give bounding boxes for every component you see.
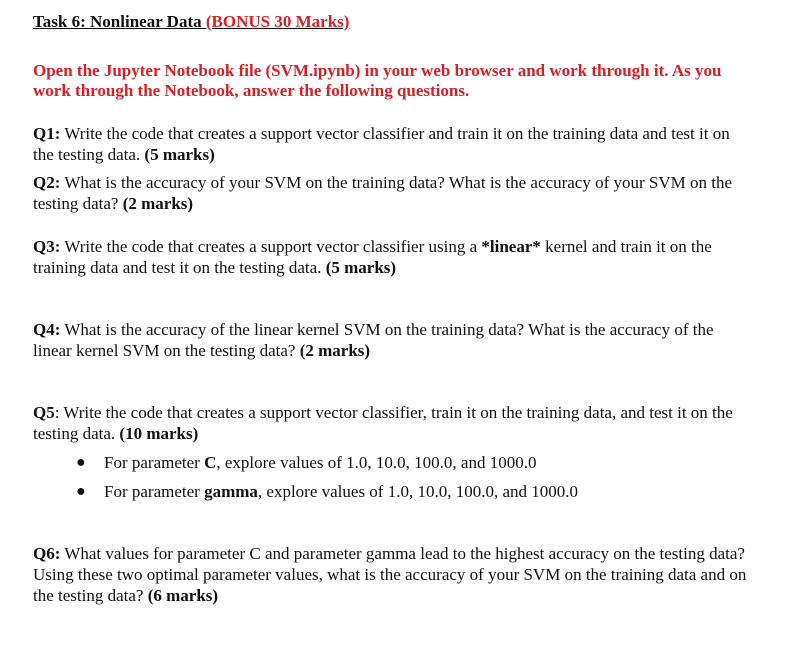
question-5-label: Q5 xyxy=(33,403,55,422)
question-5 xyxy=(33,402,753,444)
list-item-param: C xyxy=(204,453,217,472)
question-4-label: Q4: xyxy=(33,320,61,339)
question-2 xyxy=(33,172,753,214)
task-title xyxy=(33,12,349,32)
question-6-text: What values for parameter C and parameter gamma lead to the highest accuracy on the testing data? Using these two optimal parameter values, what is the accuracy of your SVM on the training data and on the testing data? xyxy=(33,544,747,605)
question-3-label: Q3: xyxy=(33,237,61,256)
question-5-text: : Write the code that creates a support vector classifier, train it on the training data, and test it on the testing data. xyxy=(33,403,733,443)
question-4-text: What is the accuracy of the linear kernel SVM on the training data? What is the accuracy of the linear kernel SVM on the testing data? xyxy=(33,320,714,360)
question-5-marks: (10 marks) xyxy=(119,424,199,443)
question-3-text-before: Write the code that creates a support vector classifier using a xyxy=(60,237,482,256)
question-6-marks: (6 marks) xyxy=(147,586,219,605)
list-item-text-before: For parameter xyxy=(104,453,205,472)
question-1 xyxy=(33,123,753,165)
question-3-marks: (5 marks) xyxy=(325,258,397,277)
question-4 xyxy=(33,319,753,361)
list-item-param: gamma xyxy=(204,482,258,501)
list-item-text-after: , explore values of 1.0, 10.0, 100.0, and 1000.0 xyxy=(257,482,579,501)
bullet-icon: ● xyxy=(76,454,86,471)
question-1-marks: (5 marks) xyxy=(144,145,215,164)
bonus-marks: (BONUS 30 Marks) xyxy=(205,12,350,31)
question-3-emphasis: *linear* xyxy=(481,237,541,256)
question-1-text: Write the code that creates a support vector classifier and train it on the training data and test it on the testing data. xyxy=(33,124,730,164)
question-1-label: Q1: xyxy=(33,124,61,143)
list-item-text-after: , explore values of 1.0, 10.0, 100.0, and 1000.0 xyxy=(216,453,537,472)
question-3-text-after: kernel and train it on the training data and test it on the testing data. xyxy=(33,237,712,277)
question-2-label: Q2: xyxy=(33,173,61,192)
question-6-label: Q6: xyxy=(33,544,61,563)
list-item-text-before: For parameter xyxy=(104,482,205,501)
list-item-text xyxy=(104,452,536,473)
question-6 xyxy=(33,543,753,606)
question-3 xyxy=(33,236,753,278)
list-item-text xyxy=(104,481,578,502)
question-2-marks: (2 marks) xyxy=(122,194,194,213)
instructions-paragraph: Open the Jupyter Notebook file (SVM.ipynb) in your web browser and work through it. As you work through the Notebook, answer the following questions. xyxy=(33,61,722,100)
question-2-text: What is the accuracy of your SVM on the training data? What is the accuracy of your SVM on the testing data? xyxy=(33,173,733,213)
task-title-text: Task 6: Nonlinear Data xyxy=(33,12,206,31)
question-4-marks: (2 marks) xyxy=(299,341,371,360)
bullet-icon: ● xyxy=(76,483,86,500)
